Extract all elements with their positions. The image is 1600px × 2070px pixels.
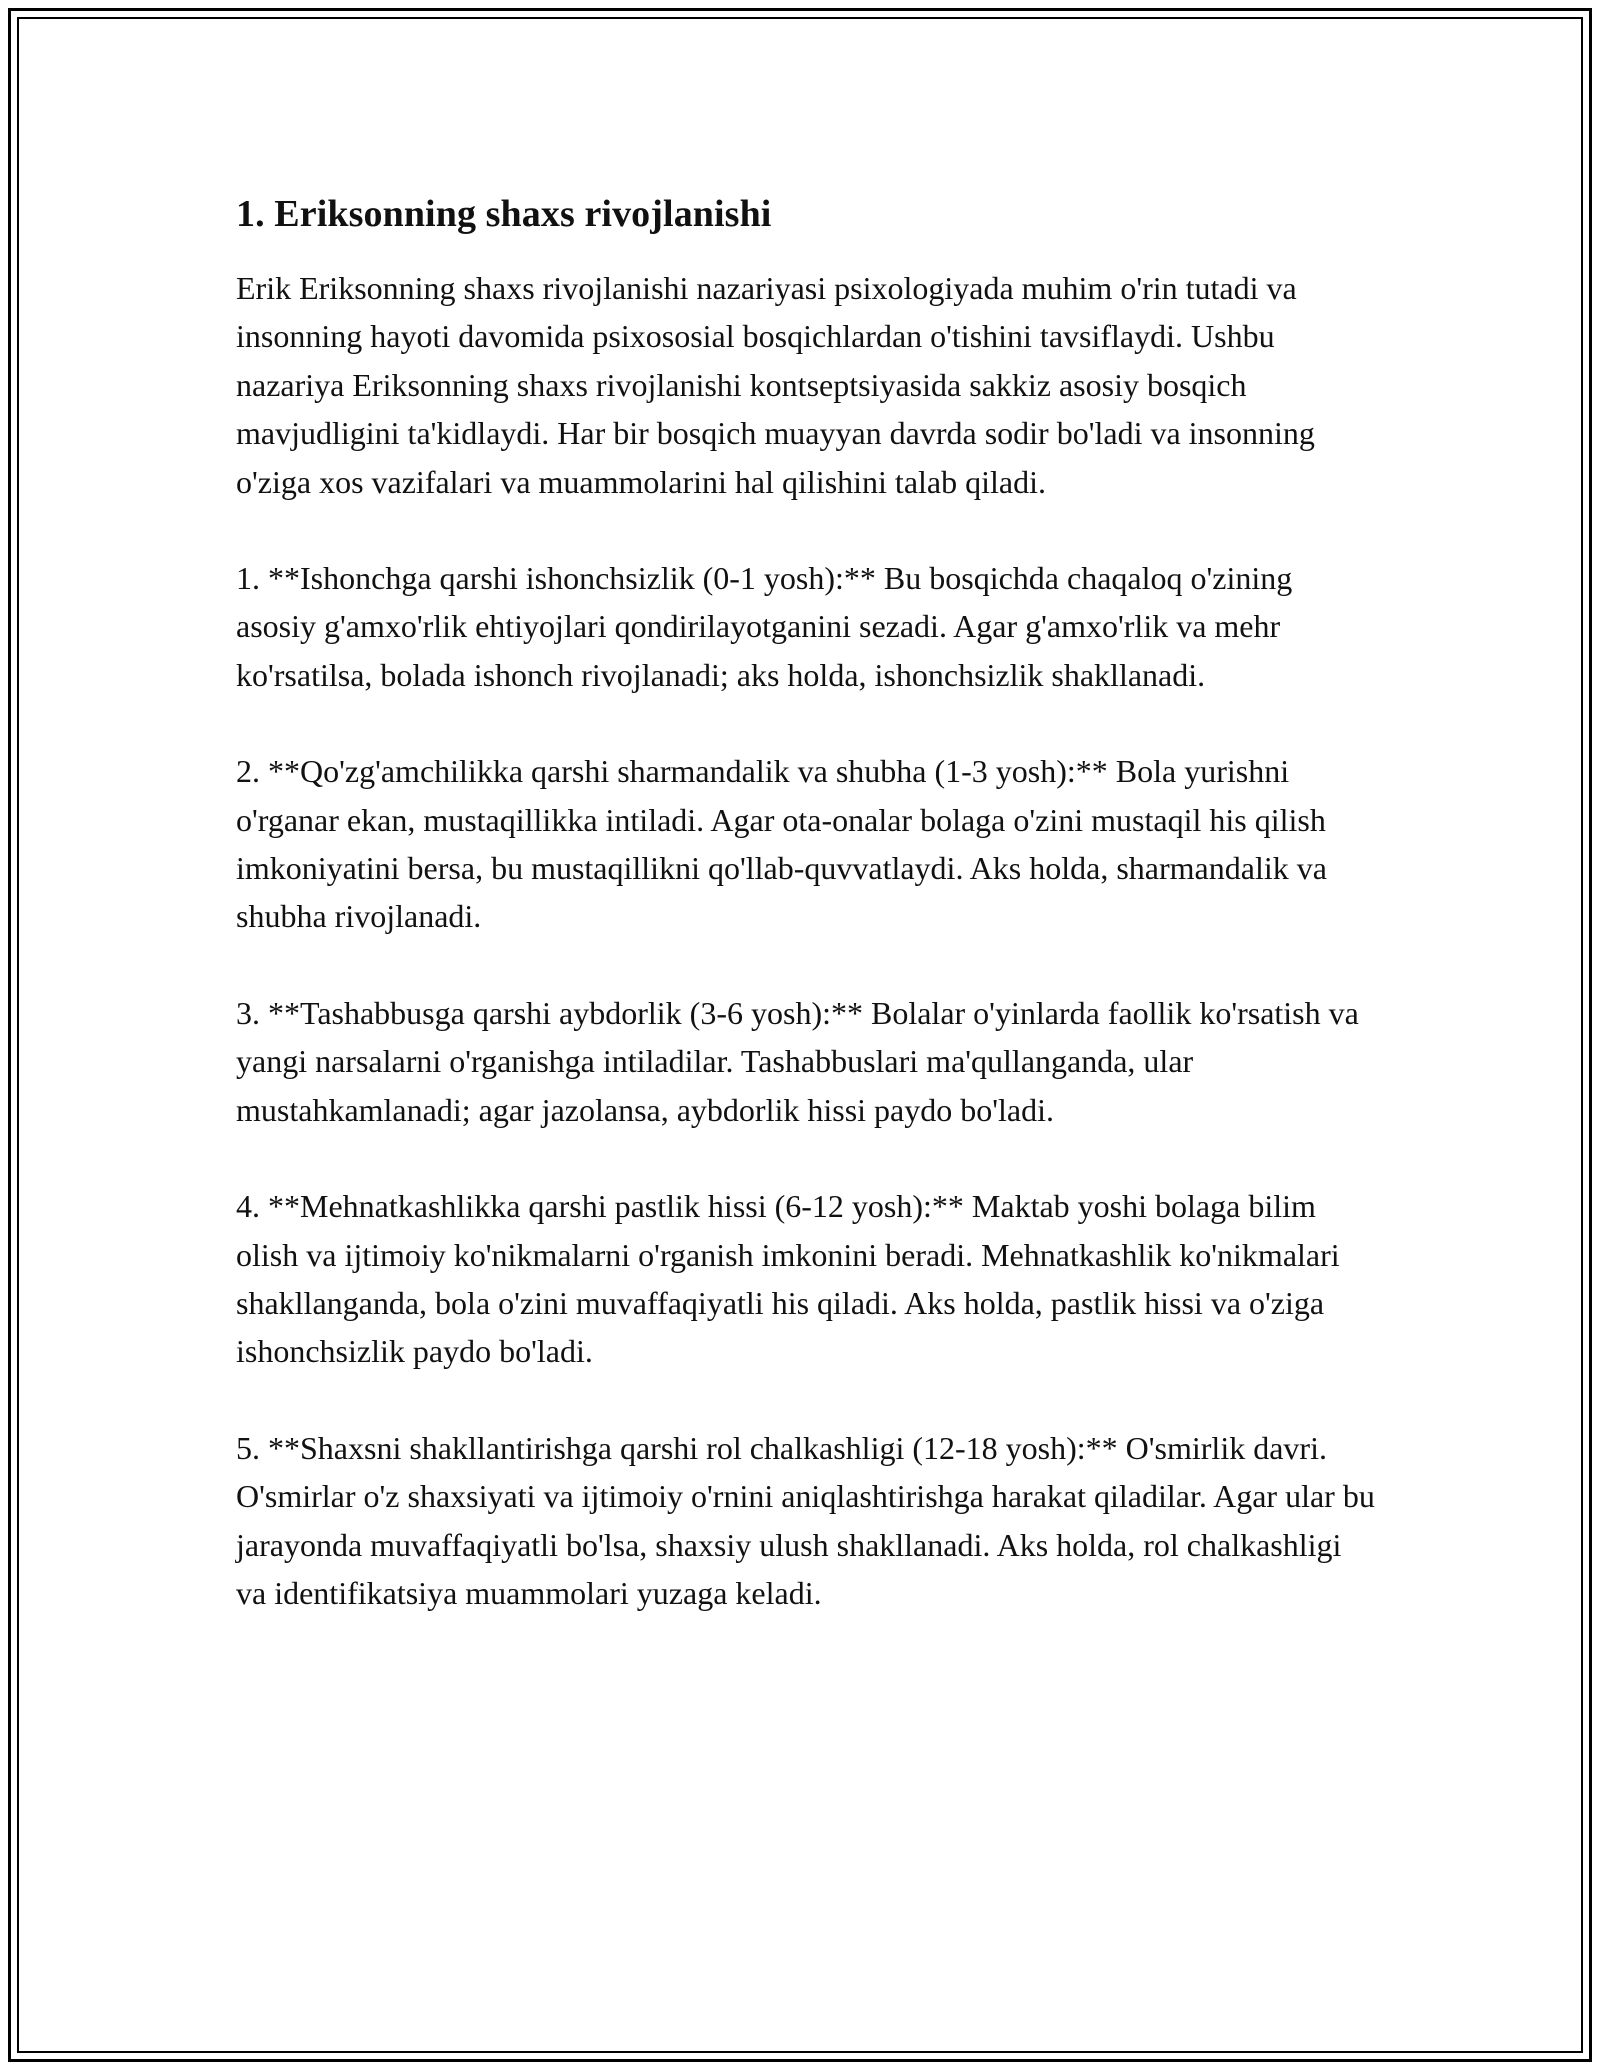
stage-3-paragraph: 3. **Tashabbusga qarshi aybdorlik (3-6 yosh):** Bolalar o'yinlarda faollik ko'rsatish va yangi narsalarni o'rganishga intiladilar. Tashabbuslari ma'qullanganda, ular mustahkamlanadi; agar jazolansa, aybdorlik hissi paydo bo'ladi. [236, 994, 1359, 1128]
page-title: 1. Eriksonning shaxs rivojlanishi [236, 193, 772, 235]
document-body [236, 186, 1376, 1665]
stage-5-paragraph: 5. **Shaxsni shakllantirishga qarshi rol chalkashligi (12-18 yosh):** O'smirlik davri. O'smirlar o'z shaxsiyati va ijtimoiy o'rnini aniqlashtirishga harakat qiladilar. Agar ular bu jarayonda muvaffaqiyatli bo'lsa, shaxsiy ulush shakllanadi. Aks holda, rol chalkashligi va identifikatsiya muammolari yuzaga keladi. [236, 1429, 1375, 1611]
stage-2-paragraph: 2. **Qo'zg'amchilikka qarshi sharmandalik va shubha (1-3 yosh):** Bola yurishni o'rganar ekan, mustaqillikka intiladi. Agar ota-onalar bolaga o'zini mustaqil his qilish imkoniyatini bersa, bu mustaqillikni qo'llab-quvvatlaydi. Aks holda, sharmandalik va shubha rivojlanadi. [236, 753, 1327, 935]
stage-1-paragraph: 1. **Ishonchga qarshi ishonchsizlik (0-1 yosh):** Bu bosqichda chaqaloq o'zining asosiy g'amxo'rlik ehtiyojlari qondirilayotganini sezadi. Agar g'amxo'rlik va mehr ko'rsatilsa, bolada ishonch rivojlanadi; aks holda, ishonchsizlik shakllanadi. [236, 560, 1293, 693]
stage-4-paragraph: 4. **Mehnatkashlikka qarshi pastlik hissi (6-12 yosh):** Maktab yoshi bolaga bilim olish va ijtimoiy ko'nikmalarni o'rganish imkonini beradi. Mehnatkashlik ko'nikmalari shakllanganda, bola o'zini muvaffaqiyatli his qiladi. Aks holda, pastlik hissi va o'ziga ishonchsizlik paydo bo'ladi. [236, 1188, 1340, 1370]
intro-paragraph: Erik Eriksonning shaxs rivojlanishi nazariyasi psixologiyada muhim o'rin tutadi va insonning hayoti davomida psixososial bosqichlardan o'tishini tavsiflaydi. Ushbu nazariya Eriksonning shaxs rivojlanishi kontseptsiyasida sakkiz asosiy bosqich mavjudligini ta'kidlaydi. Har bir bosqich muayyan davrda sodir bo'ladi va insonning o'ziga xos vazifalari va muammolarini hal qilishini talab qiladi. [236, 270, 1315, 500]
